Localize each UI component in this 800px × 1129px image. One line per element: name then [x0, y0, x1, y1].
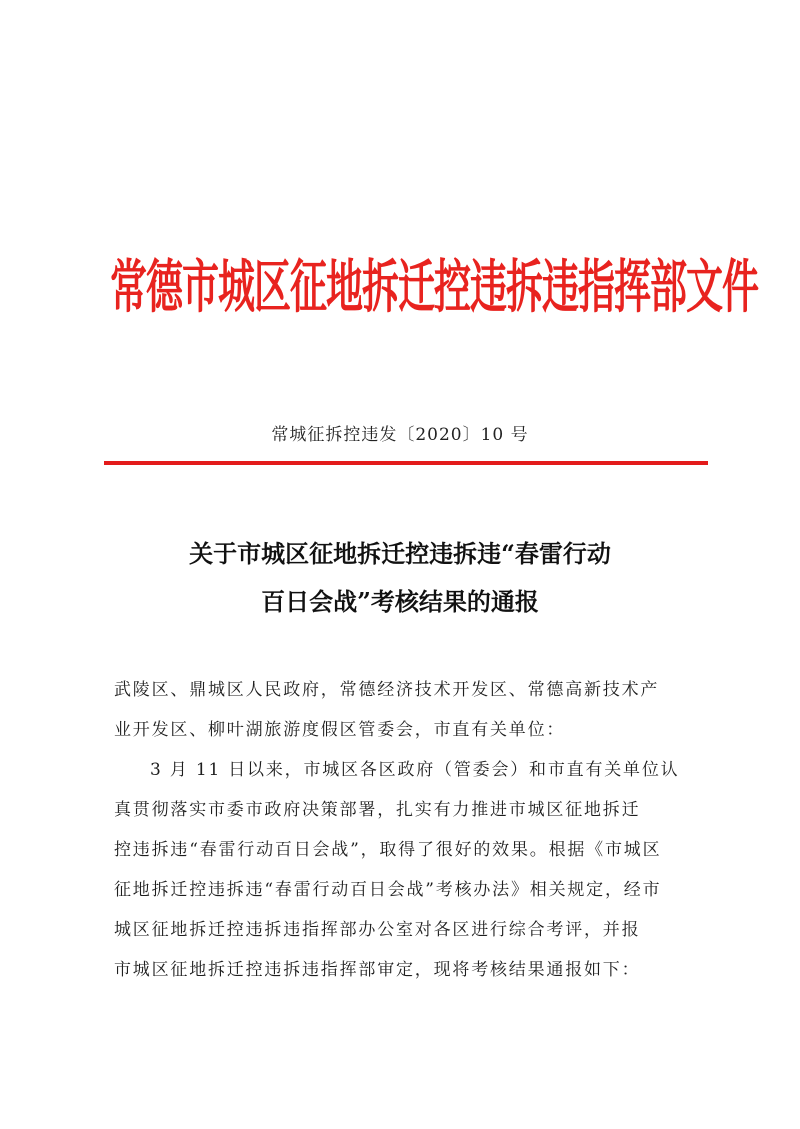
title-line-1: 关于市城区征地拆迁控违拆违“春雷行动 [189, 539, 611, 568]
paragraph-line: 控违拆违“春雷行动百日会战”，取得了很好的效果。根据《市城区 [114, 840, 662, 860]
paragraph-line: 征地拆迁控违拆违“春雷行动百日会战”考核办法》相关规定，经市 [114, 880, 662, 900]
document-body [114, 670, 694, 990]
red-divider-line [104, 461, 708, 465]
paragraph-line: 3 月 11 日以来，市城区各区政府（管委会）和市直有关单位认 [150, 760, 680, 780]
addressee-line: 业开发区、柳叶湖旅游度假区管委会，市直有关单位： [114, 720, 566, 740]
title-line-2: 百日会战”考核结果的通报 [261, 587, 539, 616]
paragraph-line: 城区征地拆迁控违拆违指挥部办公室对各区进行综合考评，并报 [114, 920, 641, 940]
document-title [100, 530, 700, 626]
issuer-header: 常德市城区征地拆迁控违拆违指挥部文件 [110, 253, 758, 321]
paragraph-line: 市城区征地拆迁控违拆违指挥部审定，现将考核结果通报如下： [114, 960, 641, 980]
addressee [114, 670, 694, 750]
paragraph-line: 真贯彻落实市委市政府决策部署，扎实有力推进市城区征地拆迁 [114, 800, 641, 820]
addressee-line: 武陵区、鼎城区人民政府，常德经济技术开发区、常德高新技术产 [114, 680, 660, 700]
paragraph-1 [114, 750, 694, 990]
document-number: 常城征拆控违发〔2020〕10 号 [271, 425, 529, 445]
